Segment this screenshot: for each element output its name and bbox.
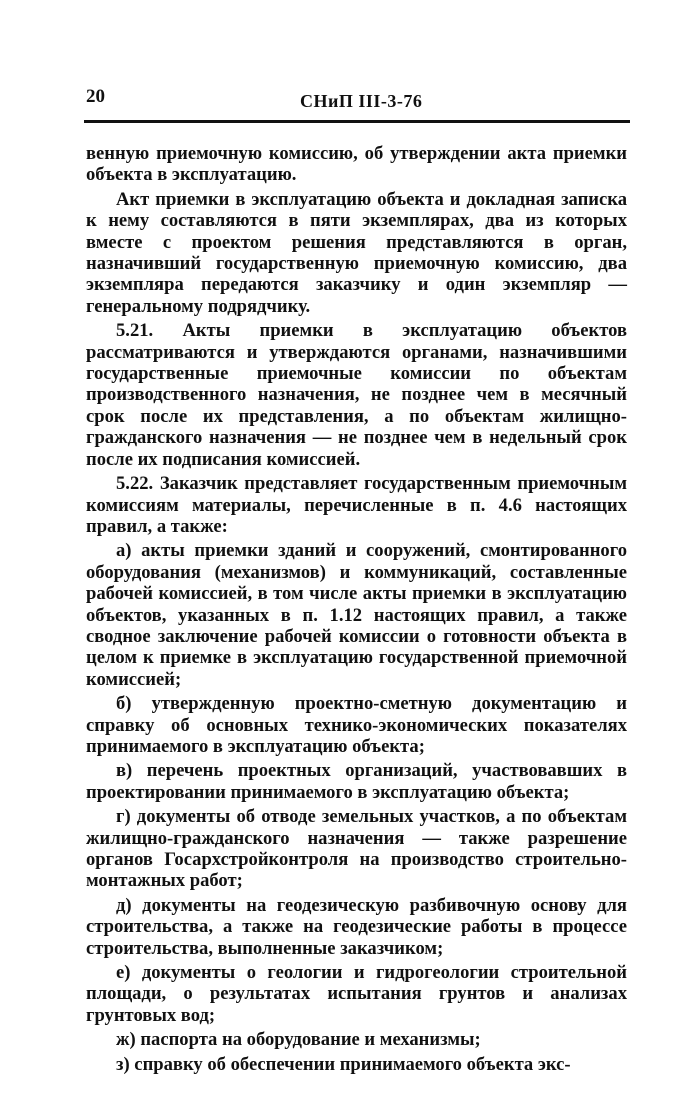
list-item-zh: ж) паспорта на оборудование и механизмы; [116, 1029, 481, 1051]
paragraph-act-copies: Акт приемки в эксплуатацию объекта и докладная записка к нему составляются в пяти экземплярах, два из которых вместе с проектом решения представляются в орган, назначивший государственную приемочную комиссию, два экземпляра передаются заказчику и один экземпляр — генеральному подрядчику. [86, 188, 627, 317]
list-item-v: в) перечень проектных организаций, участвовавших в проектировании принимаемого в эксплуатацию объекта; [86, 760, 627, 803]
clause-number: 5.21. [116, 320, 154, 342]
running-head: СНиП III-3-76 [300, 91, 423, 111]
paragraph-5-21: 5.21. Акты приемки в эксплуатацию объектов рассматриваются и утверждаются органами, назначившими государственные приемочные комиссии по объектам производственного назначения, не позднее чем в месячный срок после их представления, а по объектам жилищно-гражданского назначения — не позднее чем в недельный срок после их подписания комиссией. [86, 320, 627, 470]
body-text [86, 143, 627, 1075]
list-item-g: г) документы об отводе земельных участков, а по объектам жилищно-гражданского назначения — также разрешение органов Госархстройконтроля на производство строительно-монтажных работ; [86, 806, 627, 892]
list-item-a: а) акты приемки зданий и сооружений, смонтированного оборудования (механизмов) и коммуникаций, составленные рабочей комиссией, в том числе акты приемки в эксплуатацию объектов, указанных в п. 1.12 настоящих правил, а также сводное заключение рабочей комиссии о готовности объекта в целом к приемке в эксплуатацию государственной приемочной комиссией; [86, 540, 627, 690]
list-item-e: е) документы о геологии и гидрогеологии строительной площади, о результатах испытания грунтов и анализах грунтовых вод; [86, 962, 627, 1026]
paragraph-continuation: венную приемочную комиссию, об утверждении акта приемки объекта в эксплуатацию. [86, 143, 627, 186]
list-item-z: з) справку об обеспечении принимаемого объекта экс- [116, 1053, 571, 1075]
header-rule [84, 120, 630, 123]
page-number: 20 [86, 86, 105, 107]
list-item-b: б) утвержденную проектно-сметную документацию и справку об основных технико-экономических показателях принимаемого в эксплуатацию объекта; [86, 693, 627, 757]
paragraph-5-22: 5.22. Заказчик представляет государственным приемочным комиссиям материалы, перечисленные в п. 4.6 настоящих правил, а также: [86, 473, 627, 537]
list-item-d: д) документы на геодезическую разбивочную основу для строительства, а также на геодезические работы в процессе строительства, выполненные заказчиком; [86, 894, 627, 959]
clause-number: 5.22. [116, 473, 154, 495]
